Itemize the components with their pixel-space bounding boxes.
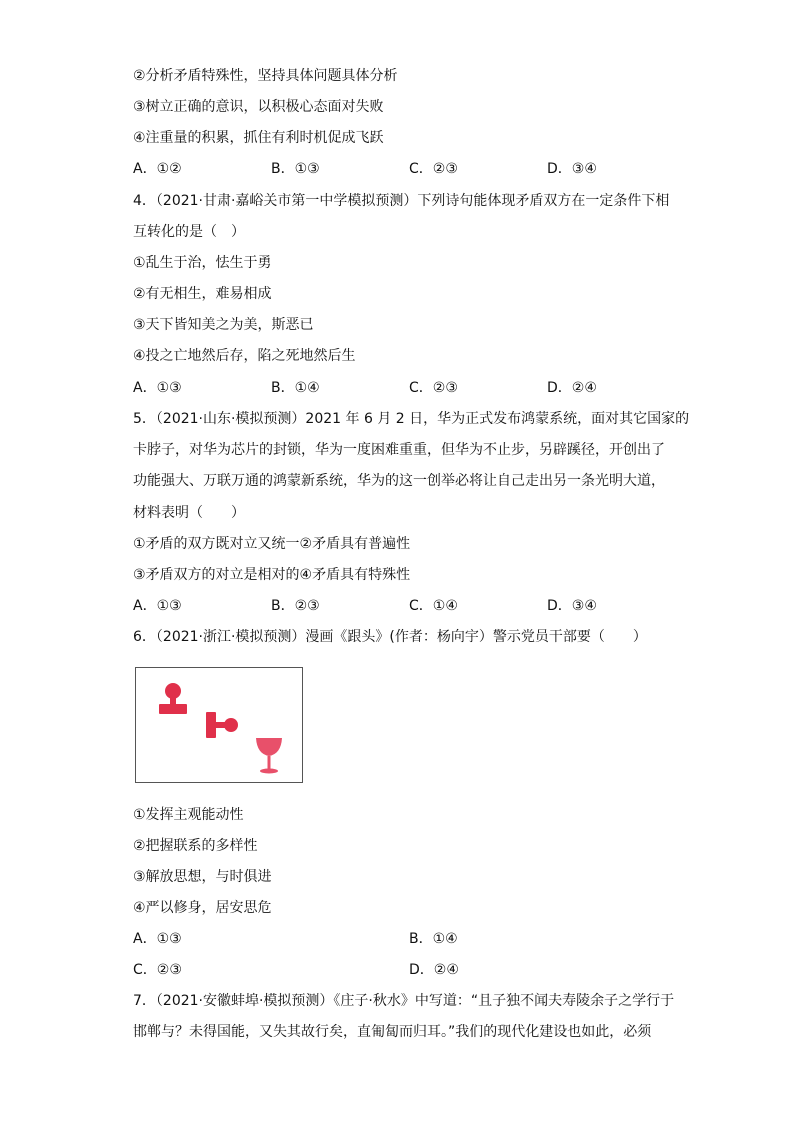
- q6-option-b: B．①④: [409, 931, 458, 947]
- q5-option-b: B．②③: [271, 598, 320, 614]
- q3-statement-2: ②分析矛盾特殊性，坚持具体问题具体分析: [133, 68, 398, 84]
- q5-option-d: D．③④: [547, 598, 597, 614]
- stamp-upright-icon: [159, 683, 187, 714]
- q4-option-d: D．②④: [547, 380, 597, 396]
- wine-glass-icon: [256, 738, 282, 774]
- q4-option-c: C．②③: [409, 380, 458, 396]
- q3-option-d: D．③④: [547, 161, 597, 177]
- q4-statement-2: ②有无相生，难易相成: [133, 286, 272, 302]
- q3-statement-3: ③树立正确的意识，以积极心态面对失败: [133, 99, 384, 115]
- q3-option-a: A．①②: [133, 161, 182, 177]
- q6-option-d: D．②④: [409, 962, 459, 978]
- q6-statement-4: ④严以修身，居安思危: [133, 900, 272, 916]
- q4-stem-line-1: 4．（2021·甘肃·嘉峪关市第一中学模拟预测）下列诗句能体现矛盾双方在一定条件下相: [133, 193, 670, 209]
- q5-stem-line-3: 功能强大、万联万通的鸿蒙新系统，华为的这一创举必将让自己走出另一条光明大道，: [133, 473, 665, 489]
- q4-statement-3: ③天下皆知美之为美，斯恶已: [133, 317, 314, 333]
- q5-option-c: C．①④: [409, 598, 458, 614]
- q6-statement-2: ②把握联系的多样性: [133, 838, 258, 854]
- q4-option-a: A．①③: [133, 380, 182, 396]
- q4-statement-4: ④投之亡地然后存，陷之死地然后生: [133, 348, 356, 364]
- q5-stem-line-1: 5．（2021·山东·模拟预测）2021 年 6 月 2 日，华为正式发布鸿蒙系统，面对其它国家的: [133, 411, 690, 427]
- q6-statement-3: ③解放思想，与时俱进: [133, 869, 272, 885]
- q3-option-c: C．②③: [409, 161, 458, 177]
- q4-stem-line-2: 互转化的是（ ）: [133, 224, 245, 240]
- q5-stem-line-2: 卡脖子，对华为芯片的封锁，华为一度困难重重，但华为不止步，另辟蹊径，开创出了: [133, 442, 665, 458]
- q3-statement-4: ④注重量的积累，抓住有利时机促成飞跃: [133, 130, 384, 146]
- stamp-tilted-icon: [206, 712, 238, 738]
- q3-option-b: B．①③: [271, 161, 320, 177]
- q7-stem-line-1: 7．（2021·安徽蚌埠·模拟预测）《庄子·秋水》中写道：“且子独不闻夫寿陵余子之学行于: [133, 993, 675, 1009]
- cartoon-figure: [135, 667, 303, 783]
- q6-stem-line-1: 6．（2021·浙江·模拟预测）漫画《跟头》(作者：杨向宇）警示党员干部要（ ）: [133, 629, 647, 645]
- q6-option-a: A．①③: [133, 931, 182, 947]
- q6-statement-1: ①发挥主观能动性: [133, 807, 244, 823]
- q4-option-b: B．①④: [271, 380, 320, 396]
- q7-stem-line-2: 邯郸与？未得国能，又失其故行矣，直匍匐而归耳。”我们的现代化建设也如此，必须: [133, 1024, 652, 1040]
- q5-statements-3-4: ③矛盾双方的对立是相对的④矛盾具有特殊性: [133, 567, 411, 583]
- q4-statement-1: ①乱生于治，怯生于勇: [133, 255, 272, 271]
- q5-stem-line-4: 材料表明（ ）: [133, 505, 245, 521]
- q5-statements-1-2: ①矛盾的双方既对立又统一②矛盾具有普遍性: [133, 536, 411, 552]
- cartoon-illustration: [136, 668, 302, 782]
- q5-option-a: A．①③: [133, 598, 182, 614]
- q6-option-c: C．②③: [133, 962, 182, 978]
